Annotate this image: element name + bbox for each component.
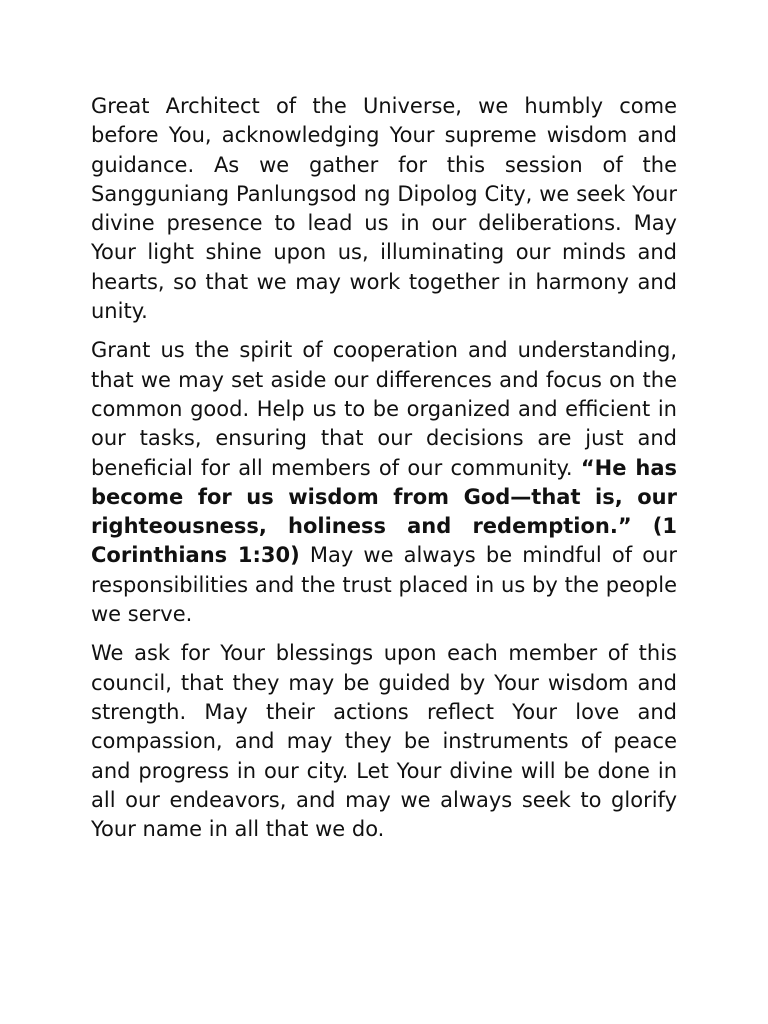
paragraph-3-text: We ask for Your blessings upon each member of this council, that they may be guided by Your wisdom and strength. May their actions reflect Your love and compassion, and may they be instruments of peace and progress in our city. Let Your divine will be done in all our endeavors, and may we always seek to glorify Your name in all that we do.	[91, 641, 677, 842]
prayer-text	[91, 92, 677, 854]
bible-quote: “He has become for us wisdom from God—that is, our righteousness, holiness and redemption.” (1 Corinthians 1:30)	[91, 455, 677, 568]
paragraph-2-text-before: Grant us the spirit of cooperation and understanding, that we may set aside our differences and focus on the common good. Help us to be organized and efficient in our tasks, ensuring that our decisions are just and beneficial for all members of our community.	[91, 338, 677, 480]
paragraph-2-text-after: May we always be mindful of our responsibilities and the trust placed in us by the people we serve.	[91, 543, 677, 627]
paragraph-1-text: Great Architect of the Universe, we humbly come before You, acknowledging Your supreme wisdom and guidance. As we gather for this session of the Sangguniang Panlungsod ng Dipolog City, we seek Your divine presence to lead us in our deliberations. May Your light shine upon us, illuminating our minds and hearts, so that we may work together in harmony and unity.	[91, 94, 677, 324]
paragraph-1	[91, 92, 677, 326]
paragraph-3	[91, 639, 677, 844]
paragraph-2	[91, 336, 677, 629]
